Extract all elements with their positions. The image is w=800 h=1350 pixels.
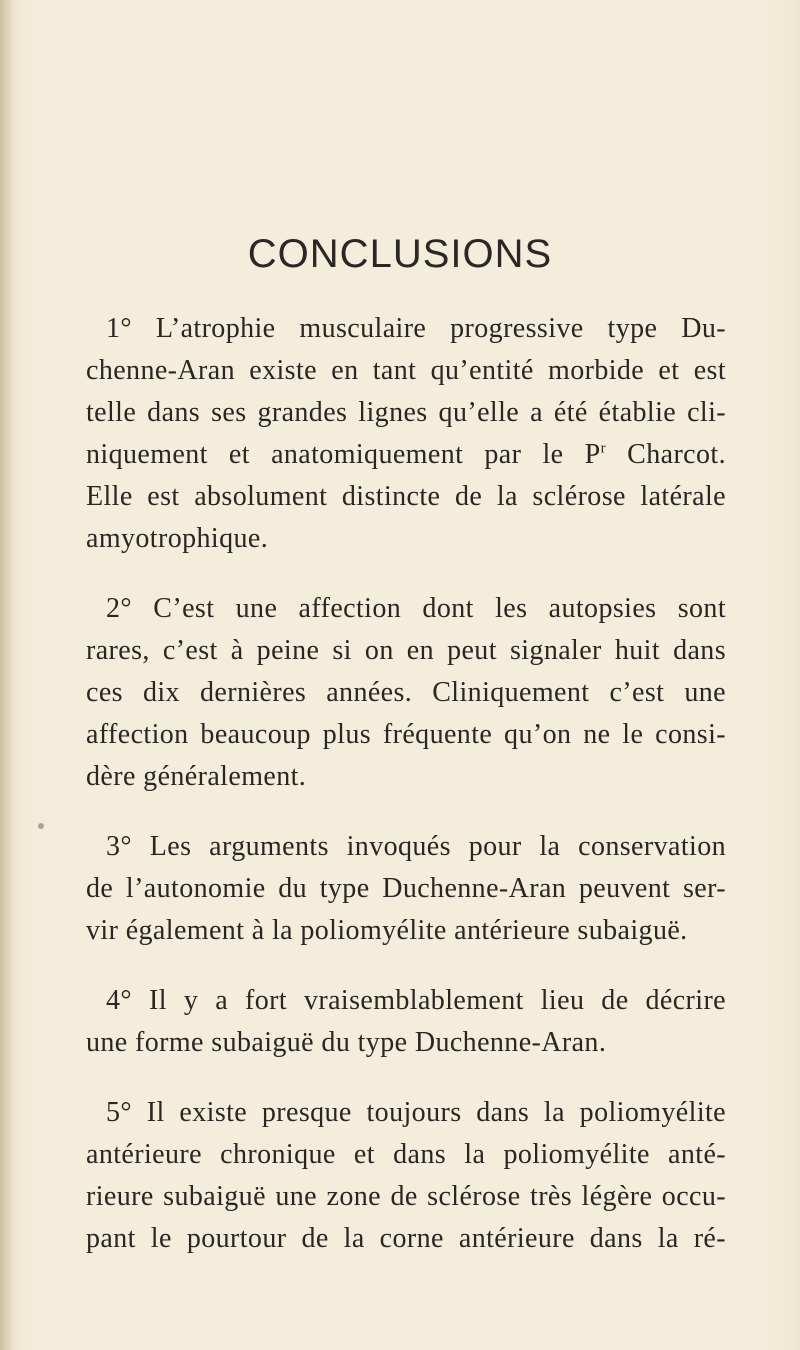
text-line (86, 308, 726, 350)
paragraph-2 (86, 588, 726, 798)
paragraph-5 (86, 1092, 726, 1260)
paragraph-number: 4° (106, 985, 132, 1016)
text-line: pant le pourtour de la corne antérieure dans la ré- (86, 1223, 726, 1254)
paragraph-number: 1° (106, 313, 132, 344)
text-line: dère généralement. (86, 761, 307, 792)
text-line: rieure subaiguë une zone de sclérose très légère occu- (86, 1181, 726, 1212)
superscript: r (600, 440, 607, 457)
text-line-content: Charcot. (606, 439, 726, 470)
text-line (86, 588, 726, 630)
text-line: une forme subaiguë du type Duchenne-Aran. (86, 1027, 607, 1058)
text-line (86, 826, 726, 868)
text-line-content: Il y a fort vraisemblablement lieu de décrire (148, 985, 726, 1016)
text-line-content: C’est une affection dont les autopsies sont (153, 593, 726, 624)
paragraph-1 (86, 308, 726, 560)
page-title: CONCLUSIONS (247, 232, 553, 276)
paragraph-number: 5° (106, 1097, 132, 1128)
text-line: amyotrophique. (86, 523, 269, 554)
text-line: affection beaucoup plus fréquente qu’on ne le consi- (86, 719, 726, 750)
text-line: antérieure chronique et dans la poliomyélite anté- (86, 1139, 726, 1170)
page-binding-shadow (0, 0, 14, 1350)
text-line-content: L’atrophie musculaire progressive type Du- (155, 313, 726, 344)
paragraph-4 (86, 980, 726, 1064)
text-line: vir également à la poliomyélite antérieure subaiguë. (86, 915, 688, 946)
text-line: rares, c’est à peine si on en peut signaler huit dans (86, 635, 726, 666)
text-line (86, 1092, 726, 1134)
paragraph-number: 2° (106, 593, 132, 624)
paper-speck (38, 823, 44, 829)
text-line-content: niquement et anatomiquement par le P (86, 439, 601, 470)
text-line: chenne-Aran existe en tant qu’entité morbide et est (86, 355, 726, 386)
text-line (86, 980, 726, 1022)
text-line: Elle est absolument distincte de la sclérose latérale (86, 481, 726, 512)
text-line (86, 434, 726, 476)
paragraph-3 (86, 826, 726, 952)
text-line: ces dix dernières années. Cliniquement c’est une (86, 677, 726, 708)
text-line-content: Les arguments invoqués pour la conservation (149, 831, 726, 862)
conclusions-text (86, 308, 726, 1288)
text-line: de l’autonomie du type Duchenne-Aran peuvent ser- (86, 873, 726, 904)
text-line-content: Il existe presque toujours dans la poliomyélite (146, 1097, 727, 1128)
paragraph-number: 3° (106, 831, 132, 862)
text-line: telle dans ses grandes lignes qu’elle a été établie cli- (86, 397, 726, 428)
